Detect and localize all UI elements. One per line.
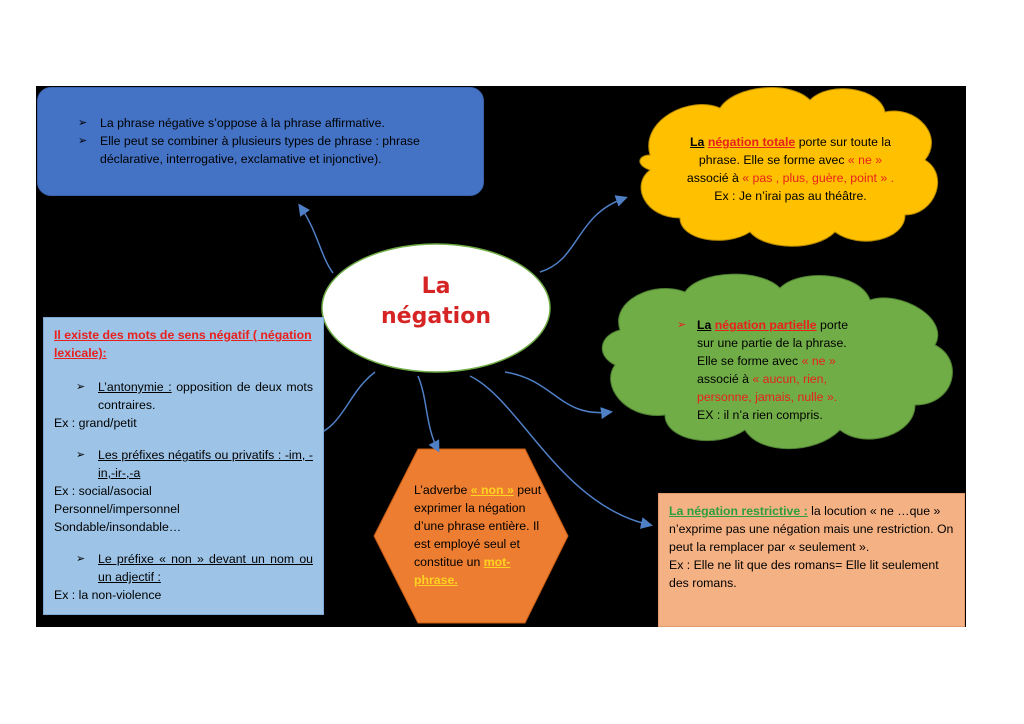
intro-box (37, 87, 484, 196)
totale-example: Ex : Je n’irai pas au théâtre. (714, 189, 867, 203)
totale-text-2: associé à (686, 171, 739, 185)
connector-partielle (505, 372, 610, 413)
partielle-la: La (697, 318, 712, 332)
partielle-ne: « ne » (801, 354, 836, 368)
adverbe-text (414, 481, 554, 589)
lexicale-heading: Il existe des mots de sens négatif ( négation lexicale): (54, 328, 312, 360)
prefixes-example-1: Ex : social/asocial (54, 484, 152, 498)
totale-text-1: porte sur toute la phrase. Elle se forme avec (698, 135, 891, 167)
connector-intro (300, 206, 333, 273)
partielle-text-2: associé à (697, 372, 749, 386)
prefixes-example-3: Sondable/insondable… (54, 520, 182, 534)
adverbe-non: « non » (470, 483, 514, 497)
totale-words: « pas , plus, guère, point » . (742, 171, 895, 185)
center-title-line1: La (421, 274, 451, 299)
restrictive-box (658, 493, 965, 627)
lexicale-prefixe-non (54, 550, 313, 586)
prefixes-example-2: Personnel/impersonnel (54, 502, 180, 516)
partielle-example: EX : il n’a rien compris. (697, 408, 823, 422)
restrictive-term: La négation restrictive : (669, 504, 808, 518)
totale-term: négation totale (707, 135, 796, 149)
lexicale-box (43, 317, 324, 615)
partielle-text (677, 316, 857, 424)
lexicale-prefixes (54, 446, 313, 482)
restrictive-example: Ex : Elle ne lit que des romans= Elle lit seulement des romans. (669, 558, 939, 590)
totale-text (683, 133, 898, 205)
partielle-text-1: porte sur une partie de la phrase. Elle se forme avec (697, 318, 849, 368)
totale-ne: « ne » (847, 153, 883, 167)
totale-la: La (690, 135, 705, 149)
restrictive-text: la locution « ne …que » n’exprime pas une négation mais une restriction. On peut la remplacer par « seulement ». (669, 504, 954, 554)
antonymie-title: L’antonymie : (98, 380, 172, 394)
partielle-bullet-icon: ➢ (677, 318, 687, 331)
prefixe-non-example: Ex : la non-violence (54, 588, 162, 602)
adverbe-text-1: L’adverbe (414, 483, 468, 497)
center-title (322, 272, 550, 332)
lexicale-antonymie (54, 378, 313, 414)
adverbe-text-2: peut exprimer la négation d’une phrase entière. Il est employé seul et constitue un (414, 483, 542, 569)
intro-item: ➢ La phrase négative s’oppose à la phrase affirmative. (78, 114, 453, 132)
partielle-words: « aucun, rien, personne, jamais, nulle ». (697, 372, 838, 404)
prefixe-non-title: Le préfixe « non » devant un nom ou un adjectif : (98, 552, 313, 584)
intro-item: ➢ Elle peut se combiner à plusieurs types de phrase : phrase déclarative, interrogative, exclamative et injonctive). (78, 132, 453, 168)
connector-adverbe (418, 376, 438, 450)
center-title-line2: négation (380, 304, 491, 329)
connector-totale (540, 198, 625, 272)
antonymie-text: opposition de deux mots contraires. (98, 380, 313, 412)
prefixes-title: Les préfixes négatifs ou privatifs : -im, -in,-ir-,-a (98, 448, 313, 480)
antonymie-example: Ex : grand/petit (54, 416, 137, 430)
adverbe-mot-phrase: mot-phrase. (414, 555, 511, 587)
partielle-term: négation partielle (714, 318, 817, 332)
